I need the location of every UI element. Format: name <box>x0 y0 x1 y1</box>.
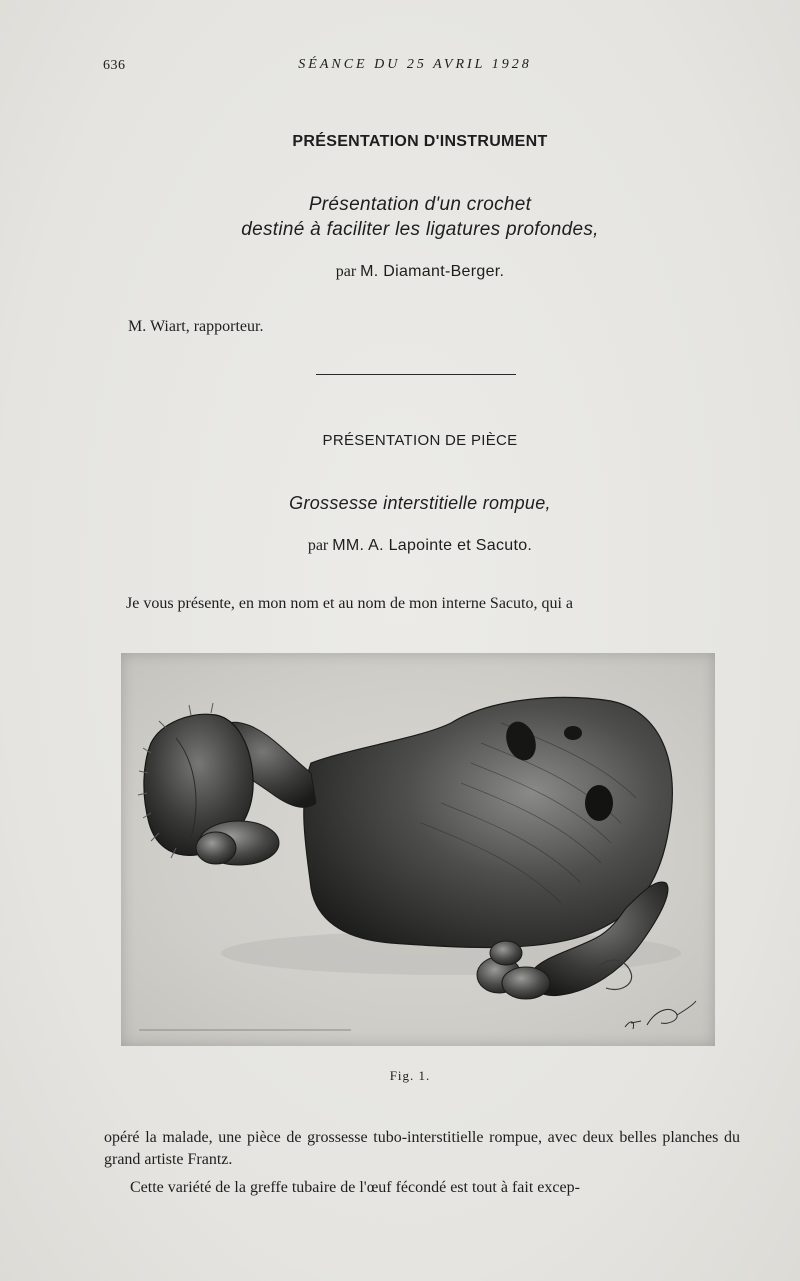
article-title-line-1: Présentation d'un crochet <box>308 194 532 215</box>
author-line-2 <box>0 537 800 555</box>
article-title: Grossesse interstitielle rompue, <box>289 493 551 513</box>
artist-signature <box>625 1001 696 1029</box>
running-header: SÉANCE DU 25 AVRIL 1928 <box>298 57 532 72</box>
author-prefix: par <box>335 263 357 280</box>
author-name: M. Diamant-Berger. <box>360 263 505 280</box>
article-title-line-2: destiné à faciliter les ligatures profondes, <box>241 219 599 240</box>
section-divider <box>316 374 516 375</box>
author-name: MM. A. Lapointe et Sacuto. <box>332 537 533 554</box>
rapporteur-line: M. Wiart, rapporteur. <box>128 318 264 335</box>
author-line-1 <box>0 263 800 281</box>
page-number: 636 <box>103 58 126 73</box>
section-heading-instrument: PRÉSENTATION D'INSTRUMENT <box>292 133 548 150</box>
figure-caption: Fig. 1. <box>389 1068 431 1083</box>
paragraph-intro: Je vous présente, en mon nom et au nom de mon interne Sacuto, qui a <box>126 595 574 612</box>
paragraph-continued: Cette variété de la greffe tubaire de l'œuf fécondé est tout à fait excep- <box>130 1179 580 1196</box>
paragraph-body: opéré la malade, une pièce de grossesse tubo-interstitielle rompue, avec deux belles planches du grand artiste Frantz. <box>104 1129 740 1168</box>
author-prefix: par <box>307 537 329 554</box>
section-heading-piece: PRÉSENTATION DE PIÈCE <box>322 432 518 449</box>
specimen-drawing <box>121 653 715 1046</box>
figure-illustration <box>121 653 715 1046</box>
